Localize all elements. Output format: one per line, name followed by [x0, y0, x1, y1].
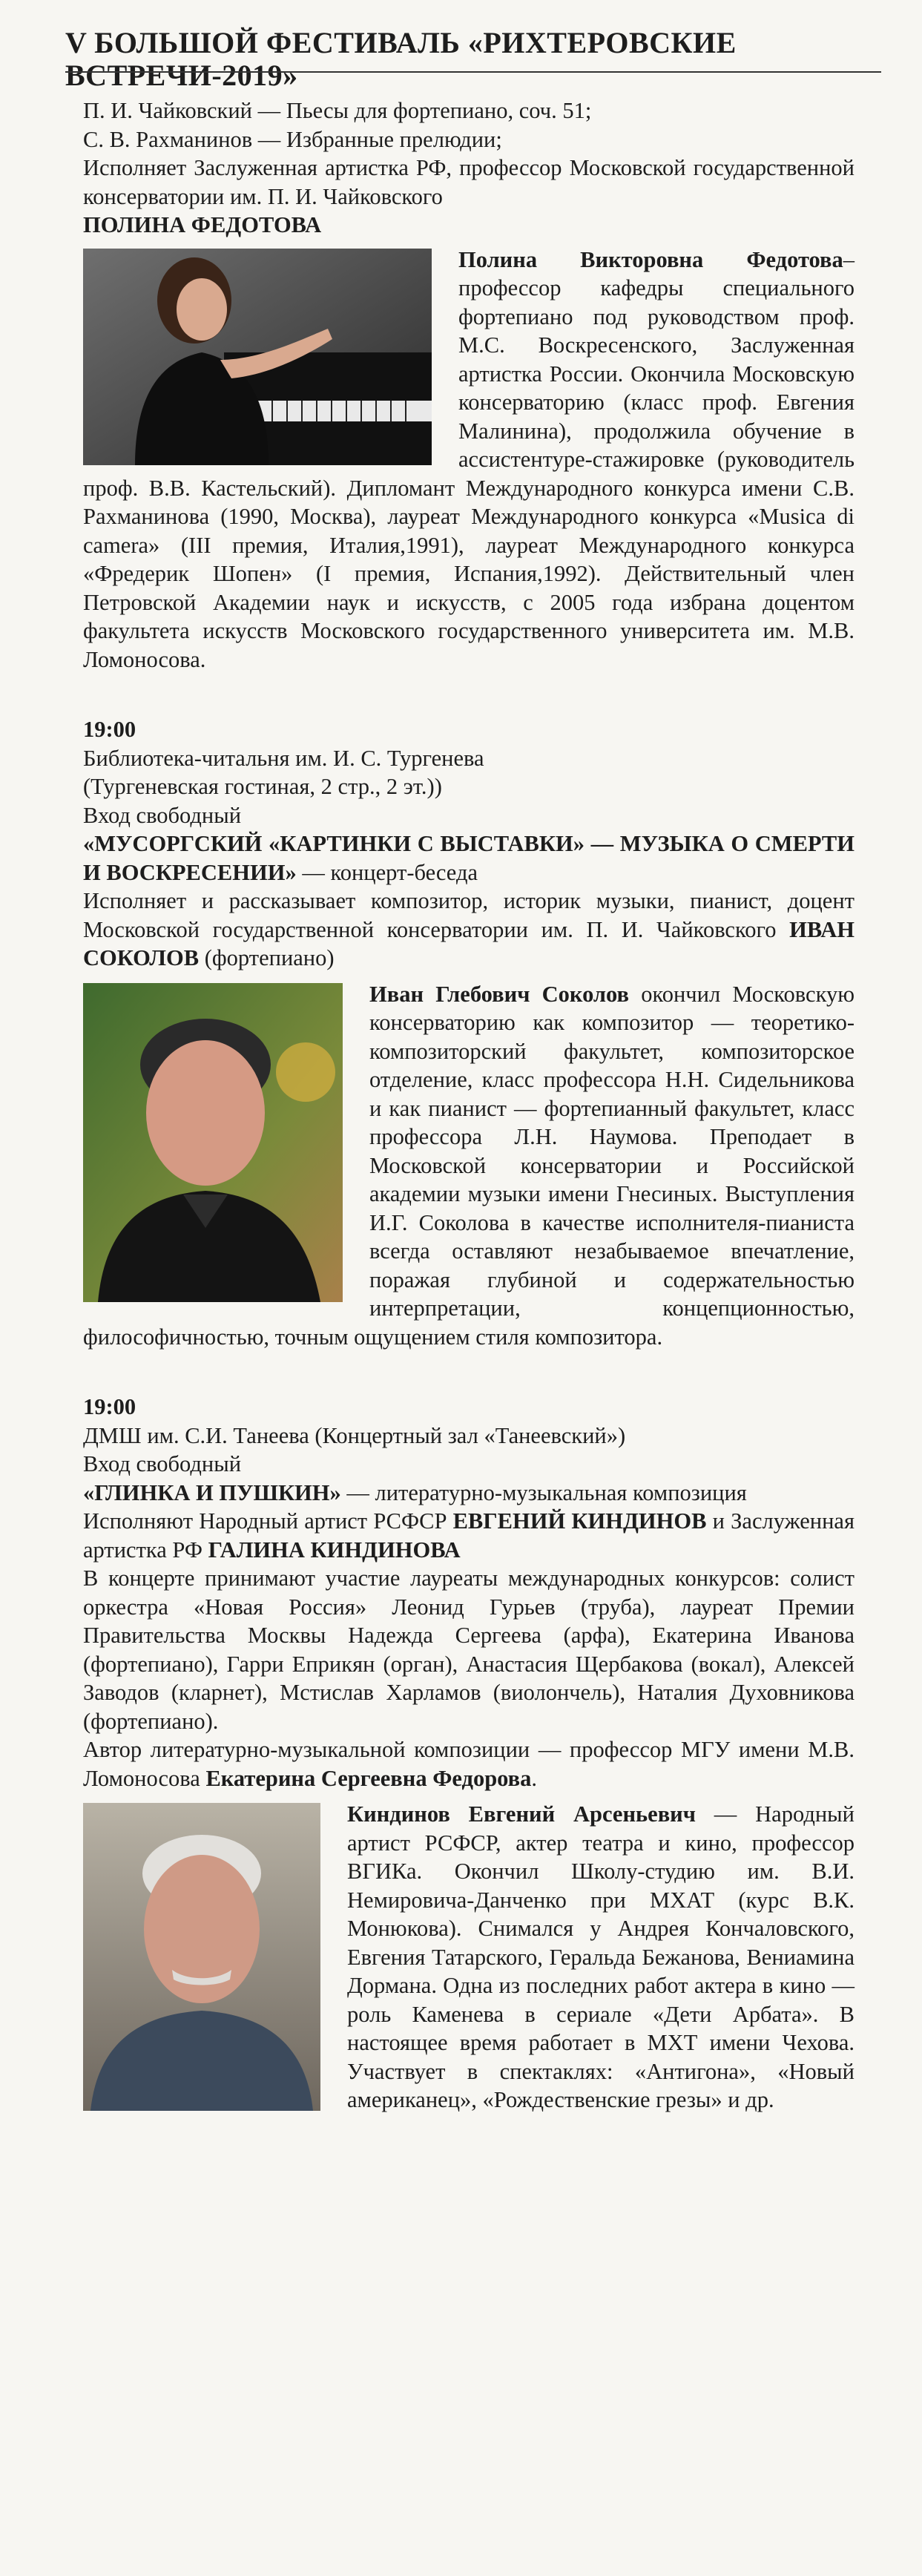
pianist-woman-photo — [83, 249, 432, 465]
kindinov-name: Киндинов Евгений Арсеньевич — [347, 1801, 696, 1827]
event-time: 19:00 — [83, 1394, 136, 1419]
header-divider — [65, 71, 881, 73]
event-sokolov — [83, 715, 855, 1351]
performers-mid: и Заслуженная артистка РФ — [83, 1508, 855, 1563]
author-end: . — [531, 1765, 538, 1791]
performer-name-2: ГАЛИНА КИНДИНОВА — [208, 1537, 461, 1563]
event-author-line — [83, 1735, 855, 1793]
event-time: 19:00 — [83, 717, 136, 742]
performer-intro: Исполняет Заслуженная артистка РФ, профессор Московской государственной консерватории им. П. И. Чайковского — [83, 155, 855, 209]
program-line-2: С. В. Рахманинов — Избранные прелюдии; — [83, 126, 502, 152]
sokolov-bio-block — [83, 980, 855, 1352]
event-address: (Тургеневская гостиная, 2 стр., 2 эт.)) — [83, 774, 442, 799]
event-title-line — [83, 829, 855, 887]
fedotova-bio-block — [83, 246, 855, 674]
fedotova-bio-text: – профессор кафедры специального фортепиано под руководством проф. М.С. Воскресенского, Заслуженная артистка России. Окончила Московскую консерваторию (класс проф. Евгения Малинина), продолжила обучение в ассистентуре-стажировке (руководитель проф. В.В. Кастельский). Дипломант Международного конкурса имени С.В. Рахманинова (1990, Москва), лауреат Международного конкурса «Musica di camera» (III премия, Италия,1991), лауреат Международного конкурса «Фредерик Шопен» (I премия, Испания,1992). Действительный член Петровской Академии наук и искусств, с 2005 года избрана доцентом факультета искусств Московского государственного университета им. М.В. Ломоносова. — [83, 246, 855, 672]
performer-name-1: ЕВГЕНИЙ КИНДИНОВ — [452, 1508, 707, 1534]
performer-name: ПОЛИНА ФЕДОТОВА — [83, 212, 322, 237]
event-entry: Вход свободный — [83, 802, 242, 828]
man-portrait-photo — [83, 983, 343, 1302]
sokolov-name: Иван Глебович Соколов — [369, 981, 629, 1007]
kindinov-bio-text: — Народный артист РСФСР, актер театра и кино, профессор ВГИКа. Окончил Школу-студию им. В.И. Немировича-Данченко при МХАТ (курс В.К. Монюкова). Снимался у Андрея Кончаловского, Евгения Татарского, Геральда Бежанова, Вениамина Дормана. Одна из последних работ актера в кино — роль Каменева в сериале «Дети Арбата». В настоящее время работает в МХТ имени Чехова. Участвует в спектаклях: «Антигона», «Новый американец», «Рождественские грезы» и др. — [347, 1801, 855, 2112]
performer-line — [83, 154, 855, 211]
event-title-line — [83, 1479, 855, 1508]
fedotova-name: Полина Викторовна Федотова — [458, 246, 843, 272]
event-format: — литературно-музыкальная композиция — [340, 1479, 747, 1505]
author-intro: Автор литературно-музыкальной композиции — профессор МГУ имени М.В. Ломоносова — [83, 1737, 855, 1791]
elderly-man-portrait-photo — [83, 1803, 320, 2111]
page-header: V БОЛЬШОЙ ФЕСТИВАЛЬ «РИХТЕРОВСКИЕ ВСТРЕЧИ-2019» — [65, 26, 737, 92]
event-venue: Библиотека-читальня им. И. С. Тургенева — [83, 745, 484, 771]
event-entry: Вход свободный — [83, 1451, 242, 1476]
performer-intro: Исполняет и рассказывает композитор, историк музыки, пианист, доцент Московской государственной консерватории им. П. И. Чайковского — [83, 888, 855, 942]
performers-intro: Исполняют Народный артист РСФСР — [83, 1508, 453, 1534]
event-performer-line — [83, 887, 855, 973]
event-format: — концерт-беседа — [296, 859, 478, 885]
event-participants: В концерте принимают участие лауреаты международных конкурсов: солист оркестра «Новая Россия» Леонид Гурьев (труба), лауреат Премии Правительства Москвы Надежда Сергеева (арфа), Екатерина Иванова (фортепиано), Гарри Еприкян (орган), Анастасия Щербакова (вокал), Алексей Заводов (кларнет), Мстислав Харламов (виолончель), Наталия Духовникова (фортепиано). — [83, 1565, 855, 1734]
event-venue: ДМШ им. С.И. Танеева (Концертный зал «Танеевский») — [83, 1422, 626, 1448]
performer-role: (фортепиано) — [199, 945, 335, 970]
program-line-1: П. И. Чайковский — Пьесы для фортепиано, соч. 51; — [83, 98, 592, 123]
event-title: «ГЛИНКА И ПУШКИН» — [83, 1479, 341, 1505]
event-glinka-pushkin — [83, 1393, 855, 2117]
event-title: «МУСОРГСКИЙ «КАРТИНКИ С ВЫСТАВКИ» — МУЗЫКА О СМЕРТИ И ВОСКРЕСЕНИИ» — [83, 831, 855, 885]
event-performers-line — [83, 1507, 855, 1564]
sokolov-bio-text: окончил Московскую консерваторию как композитор — теоретико-композиторский факультет, композиторское отделение, класс профессора Н.Н. Сидельникова и как пианист — фортепианный факультет, класс профессора Л.Н. Наумова. Преподает в Московской консерватории и Российской академии музыки имени Гнесиных. Выступления И.Г. Соколова в качестве исполнителя-пианиста всегда оставляют незабываемое впечатление, поражая глубиной и содержательностью интерпретации, концепционностью, философичностью, точным ощущением стиля композитора. — [83, 981, 855, 1350]
kindinov-bio-block — [83, 1800, 855, 2117]
content — [83, 96, 855, 2117]
author-name: Екатерина Сергеевна Федорова — [205, 1765, 532, 1791]
performer-name: ИВАН СОКОЛОВ — [83, 916, 855, 970]
